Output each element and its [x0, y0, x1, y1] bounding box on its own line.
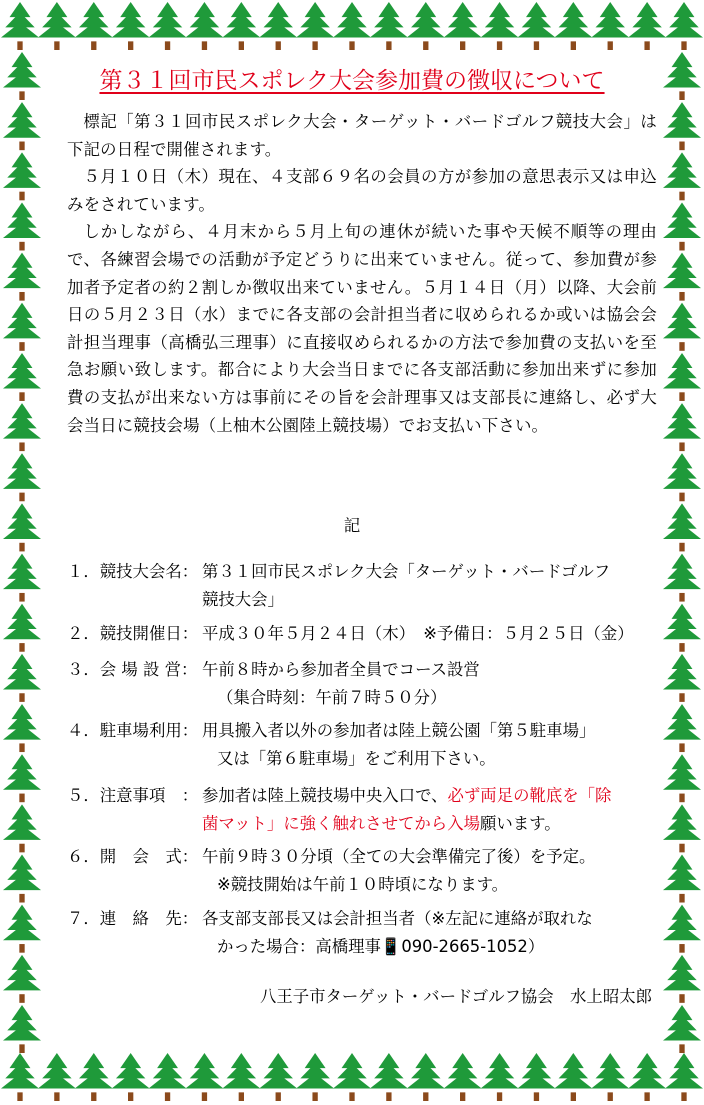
tree-icon [3, 353, 41, 401]
tree-icon [663, 604, 701, 652]
tree-icon [663, 955, 701, 1003]
tree-icon [3, 654, 41, 702]
tree-icon [3, 403, 41, 451]
tree-icon [3, 554, 41, 602]
tree-icon [296, 2, 334, 50]
tree-icon [3, 453, 41, 501]
intro-text [67, 108, 657, 439]
tree-icon [3, 855, 41, 903]
intro-paragraph: 標記「第３１回市民スポレク大会・ターゲット・バードゴルフ競技大会」は下記の日程で開催されます。 [67, 112, 657, 159]
tree-icon [663, 303, 701, 351]
tree-icon [75, 2, 113, 50]
tree-icon [663, 202, 701, 250]
tree-icon [3, 1005, 41, 1053]
tree-icon [554, 2, 592, 50]
tree-icon [663, 403, 701, 451]
tree-icon [3, 704, 41, 752]
tree-icon [3, 152, 41, 200]
page-title: 第３１回市民スポレク大会参加費の徴収について [99, 68, 605, 94]
tree-icon [370, 2, 408, 50]
tree-icon [259, 1053, 297, 1101]
tree-icon [665, 1053, 703, 1101]
tree-icon [185, 1053, 223, 1101]
tree-icon [665, 2, 703, 50]
tree-icon [663, 152, 701, 200]
tree-icon [663, 253, 701, 301]
ki-heading: 記 [343, 516, 361, 535]
tree-icon [3, 202, 41, 250]
tree-icon [112, 2, 150, 50]
intro-paragraph: しかしながら、４月末から５月上旬の連休が続いた事や天候不順等の理由で、各練習会場での活動が予定どうりに出来ていません。従って、参加費が参加者予定者の約２割しか徴収出来ていません。５月１４日（月）以降、大会前日の５月２３日（水）までに各支部の会計担当者に収められるか或いは協会会計担当理事（高橋弘三理事）に直接収められるかの方法で参加費の支払いを至急お願い致します。都合により大会当日までに各支部活動に参加出来ずに参加費の支払が出来ない方は事前にその旨を会計理事又は支部長に連絡し、必ず大会当日に競技会場（上柚木公園陸上競技場）でお支払い下さい。 [67, 222, 657, 435]
tree-icon [3, 955, 41, 1003]
tree-icon [38, 1053, 76, 1101]
tree-icon [3, 905, 41, 953]
tree-icon [591, 2, 629, 50]
tree-icon [259, 2, 297, 50]
tree-icon [554, 1053, 592, 1101]
tree-icon [663, 1005, 701, 1053]
intro-paragraph: ５月１０日（木）現在、４支部６９名の会員の方が参加の意思表示又は申込みをされています。 [67, 167, 657, 214]
tree-icon [112, 1053, 150, 1101]
warning-text: 必ず両足の靴底を「除 [447, 786, 612, 805]
signature: 八王子市ターゲット・バードゴルフ協会 水上昭太郎 [259, 987, 652, 1006]
tree-icon [222, 2, 260, 50]
tree-icon [517, 1053, 555, 1101]
tree-icon [222, 1053, 260, 1101]
tree-icon [628, 2, 666, 50]
tree-icon [407, 1053, 445, 1101]
tree-icon [296, 1053, 334, 1101]
warning-text: 菌マット」に強く触れさせてから入場 [202, 813, 480, 833]
tree-icon [149, 2, 187, 50]
tree-icon [1, 1053, 39, 1101]
tree-icon [185, 2, 223, 50]
tree-icon [517, 2, 555, 50]
tree-icon [75, 1053, 113, 1101]
tree-icon [444, 2, 482, 50]
tree-icon [3, 804, 41, 852]
tree-icon [1, 2, 39, 50]
tree-icon [3, 754, 41, 802]
tree-icon [3, 253, 41, 301]
tree-icon [481, 1053, 519, 1101]
tree-icon [663, 353, 701, 401]
tree-icon [663, 804, 701, 852]
tree-icon [628, 1053, 666, 1101]
tree-icon [663, 102, 701, 150]
tree-icon [591, 1053, 629, 1101]
tree-icon [333, 2, 371, 50]
tree-icon [149, 1053, 187, 1101]
tree-icon [3, 102, 41, 150]
tree-icon [663, 453, 701, 501]
tree-icon [663, 554, 701, 602]
tree-icon [333, 1053, 371, 1101]
tree-icon [38, 2, 76, 50]
tree-icon [370, 1053, 408, 1101]
tree-icon [407, 2, 445, 50]
tree-icon [444, 1053, 482, 1101]
tree-icon [481, 2, 519, 50]
tree-icon [3, 604, 41, 652]
tree-icon [3, 303, 41, 351]
